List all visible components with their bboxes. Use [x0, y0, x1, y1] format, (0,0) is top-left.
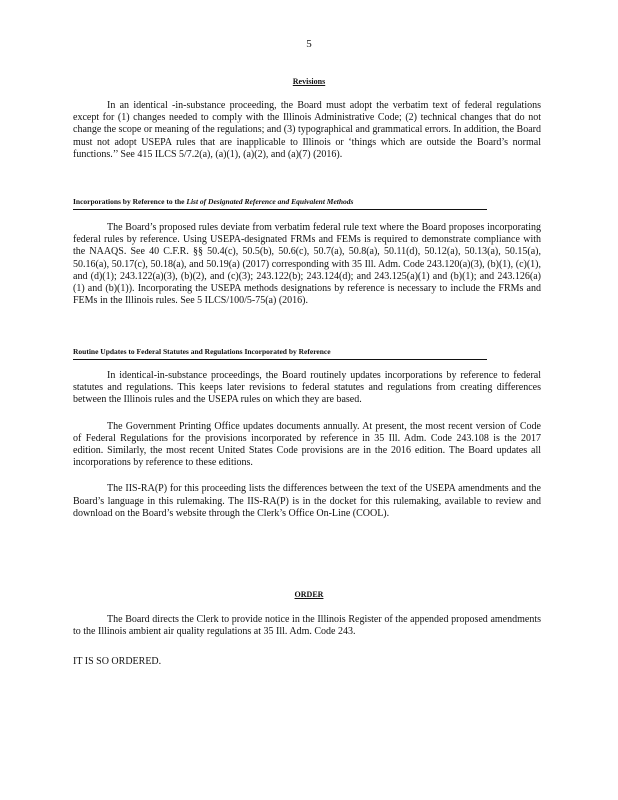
- routine-paragraph-2: The Government Printing Office updates documents annually. At present, the most recent version of Code of Federal Regulations for the provisions incorporated by reference in 35 Ill. Adm. Code 243.108 is the 2017 edition. Similarly, the most recent United States Code provisions are in the 2016 edition. The Board updates all incorporations by reference to these editions.: [73, 420, 541, 469]
- closing-statement: IT IS SO ORDERED.: [73, 656, 162, 667]
- incorporations-section: [73, 222, 541, 307]
- routine-heading: Routine Updates to Federal Statutes and Regulations Incorporated by Reference: [73, 346, 487, 360]
- revisions-heading: Revisions: [292, 77, 326, 86]
- order-section: [73, 614, 541, 638]
- order-heading: ORDER: [294, 590, 324, 599]
- routine-paragraph-3: The IIS-RA(P) for this proceeding lists the differences between the text of the USEPA amendments and the Board’s language in this rulemaking. The IIS-RA(P) is in the docket for this rulemaking, available to review and download on the Board’s website through the Clerk’s Office On-Line (COOL).: [73, 483, 541, 519]
- incorporations-heading: [73, 196, 487, 210]
- revisions-section: [73, 100, 541, 161]
- incorporations-paragraph: The Board’s proposed rules deviate from verbatim federal rule text where the Board proposes incorporating federal rules by reference. Using USEPA-designated FRMs and FEMs is required to demonstrate compliance with the NAAQS. See 40 C.F.R. §§ 50.4(c), 50.5(b), 50.6(c), 50.7(a), 50.8(a), 50.11(d), 50.12(a), 50.13(a), 50.15(a), 50.16(a), 50.17(c), 50.18(a), and 50.19(a) (2017) corresponding with 35 Ill. Adm. Code 243.120(a)(3), (b)(1), (c)(1), and (d)(1); 243.122(a)(3), (b)(2), and (c)(3); 243.122(b); 243.124(d); and 243.125(a)(1) and (b)(1); and 243.126(a)(1) and (b)(1)). Incorporating the USEPA methods designations by reference is necessary to include the FRMs and FEMs in the Illinois rules. See 5 ILCS/100/5-75(a) (2016).: [73, 222, 541, 307]
- routine-section: [73, 370, 541, 520]
- incorporations-heading-text: Incorporations by Reference to the: [73, 197, 187, 206]
- order-paragraph: The Board directs the Clerk to provide notice in the Illinois Register of the appended proposed amendments to the Illinois ambient air quality regulations at 35 Ill. Adm. Code 243.: [73, 614, 541, 638]
- routine-paragraph-1: In identical-in-substance proceedings, the Board routinely updates incorporations by reference to federal statutes and regulations. This keeps later revisions to federal statutes and regulations from creating differences between the Illinois rules and the USEPA rules on which they are based.: [73, 370, 541, 406]
- revisions-paragraph: In an identical -in-substance proceeding, the Board must adopt the verbatim text of federal regulations except for (1) changes needed to comply with the Illinois Administrative Code; (2) technical changes that do not change the scope or meaning of the regulations; and (3) typographical and grammatical errors. In addition, the Board must not adopt USEPA rules that are inapplicable to Illinois or ‘things which are outside the Board’s normal functions.’’ See 415 ILCS 5/7.2(a), (a)(1), (a)(2), and (a)(7) (2016).: [73, 100, 541, 160]
- incorporations-heading-italic: List of Designated Reference and Equivalent Methods: [186, 197, 354, 206]
- page-number: 5: [306, 38, 312, 50]
